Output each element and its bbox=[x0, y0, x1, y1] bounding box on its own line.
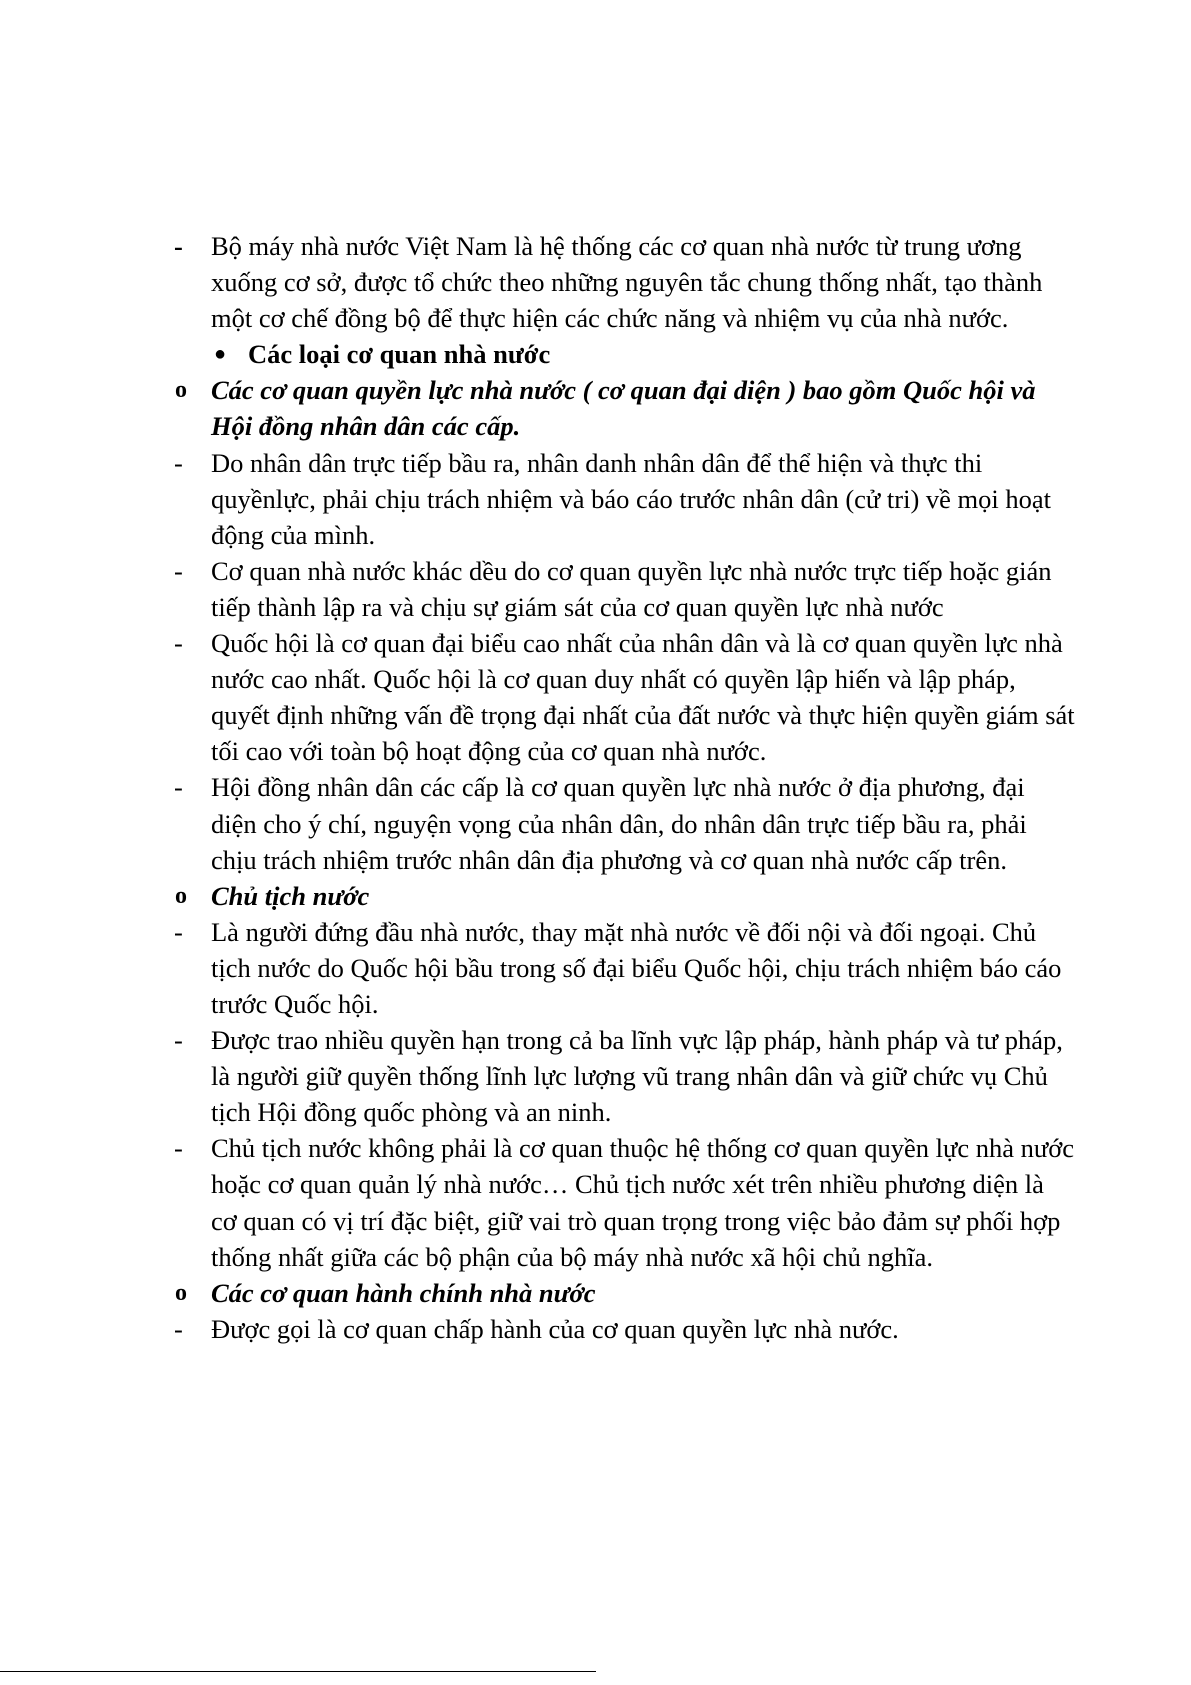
list-item bbox=[170, 445, 1075, 553]
section-title-text: Chủ tịch nước bbox=[211, 880, 370, 911]
bullet-icon: ● bbox=[214, 343, 227, 366]
dash-marker: - bbox=[174, 231, 183, 261]
list-item bbox=[170, 625, 1075, 769]
list-item bbox=[170, 1311, 1075, 1347]
dash-marker: - bbox=[174, 447, 183, 478]
intro-text: Bộ máy nhà nước Việt Nam là hệ thống các cơ quan nhà nước từ trung ương xuống cơ sở, được tổ chức theo những nguyên tắc chung thống nhất, tạo thành một cơ chế đồng bộ để thực hiện các chức năng và nhiệm vụ của nhà nước. bbox=[211, 231, 1043, 334]
dash-marker: - bbox=[174, 628, 183, 659]
list-item bbox=[170, 769, 1075, 877]
dash-marker: - bbox=[174, 1025, 183, 1056]
list-item-text: Chủ tịch nước không phải là cơ quan thuộc hệ thống cơ quan quyền lực nhà nước hoặc cơ quan quản lý nhà nước… Chủ tịch nước xét trên nhiều phương diện là cơ quan có vị trí đặc biệt, giữ vai trò quan trọng trong việc bảo đảm sự phối hợp thống nhất giữa các bộ phận của bộ máy nhà nước xã hội chủ nghĩa. bbox=[211, 1133, 1075, 1272]
document-body bbox=[170, 228, 1075, 1347]
dash-marker: - bbox=[174, 772, 183, 803]
list-item-text: Được gọi là cơ quan chấp hành của cơ quan quyền lực nhà nước. bbox=[211, 1313, 899, 1344]
list-item bbox=[170, 1022, 1075, 1130]
dash-marker: - bbox=[174, 1313, 183, 1344]
dash-marker: - bbox=[174, 916, 183, 947]
list-item-text: Cơ quan nhà nước khác dều do cơ quan quyền lực nhà nước trực tiếp hoặc gián tiếp thành lập ra và chịu sự giám sát của cơ quan quyền lực nhà nước bbox=[211, 555, 1052, 622]
list-item-text: Quốc hội là cơ quan đại biểu cao nhất của nhân dân và là cơ quan quyền lực nhà nước cao nhất. Quốc hội là cơ quan duy nhất có quyền lập hiến và lập pháp, quyết định những vấn đề trọng đại nhất của đất nước và thực hiện quyền giám sát tối cao với toàn bộ hoạt động của cơ quan nhà nước. bbox=[211, 628, 1075, 767]
list-item-text: Được trao nhiều quyền hạn trong cả ba lĩnh vực lập pháp, hành pháp và tư pháp, là người giữ quyền thống lĩnh lực lượng vũ trang nhân dân và giữ chức vụ Chủ tịch Hội đồng quốc phòng và an ninh. bbox=[211, 1025, 1063, 1128]
subheading bbox=[170, 336, 1075, 372]
list-item-text: Hội đồng nhân dân các cấp là cơ quan quyền lực nhà nước ở địa phương, đại diện cho ý chí, nguyện vọng của nhân dân, do nhân dân trực tiếp bầu ra, phải chịu trách nhiệm trước nhân dân địa phương và cơ quan nhà nước cấp trên. bbox=[211, 772, 1027, 875]
section-title-text: Các cơ quan quyền lực nhà nước ( cơ quan đại diện ) bao gồm Quốc hội và Hội đồng nhân dân các cấp. bbox=[211, 375, 1036, 442]
section-title-text: Các cơ quan hành chính nhà nước bbox=[211, 1277, 596, 1308]
section-title-legislative bbox=[170, 372, 1075, 444]
intro-paragraph bbox=[170, 228, 1075, 336]
section-title-president bbox=[170, 878, 1075, 914]
circle-marker: o bbox=[175, 882, 187, 909]
list-item-text: Do nhân dân trực tiếp bầu ra, nhân danh nhân dân để thể hiện và thực thi quyềnlực, phải chịu trách nhiệm và báo cáo trước nhân dân (cử tri) về mọi hoạt động của mình. bbox=[211, 447, 1052, 550]
list-item-text: Là người đứng đầu nhà nước, thay mặt nhà nước về đối nội và đối ngoại. Chủ tịch nước do Quốc hội bầu trong số đại biểu Quốc hội, chịu trách nhiệm báo cáo trước Quốc hội. bbox=[211, 916, 1062, 1019]
list-item bbox=[170, 553, 1075, 625]
list-item bbox=[170, 1130, 1075, 1274]
circle-marker: o bbox=[175, 377, 187, 404]
footer-divider bbox=[0, 1671, 596, 1672]
dash-marker: - bbox=[174, 555, 183, 586]
subheading-text: Các loại cơ quan nhà nước bbox=[248, 339, 551, 370]
circle-marker: o bbox=[175, 1279, 187, 1306]
list-item bbox=[170, 914, 1075, 1022]
section-title-administrative bbox=[170, 1275, 1075, 1311]
dash-marker: - bbox=[174, 1133, 183, 1164]
